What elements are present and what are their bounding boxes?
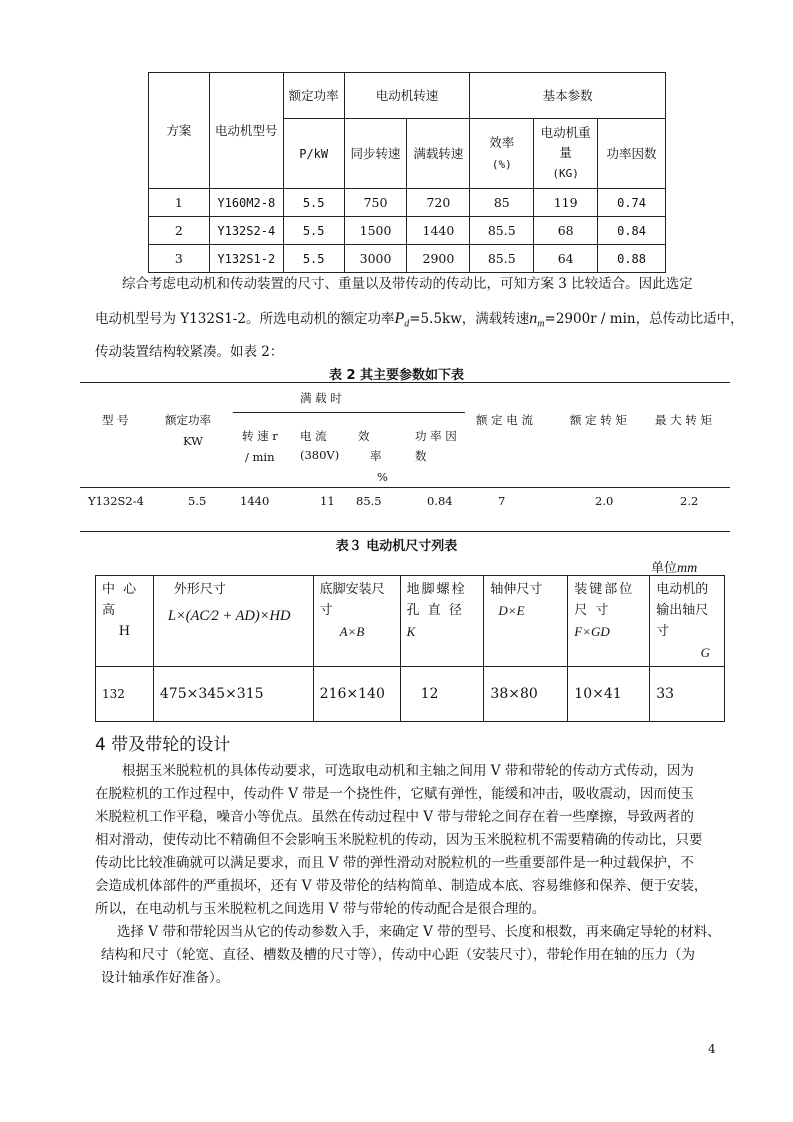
paragraph-line: 设计轴承作好准备）。 bbox=[101, 970, 230, 986]
foot-label: 底脚安装尺寸 bbox=[319, 582, 385, 618]
header-sync-speed: 同步转速 bbox=[344, 119, 407, 189]
paragraph-line-formula bbox=[95, 307, 744, 336]
shaft-label: 轴伸尺寸 bbox=[490, 582, 543, 597]
header-current-unit: (380V) bbox=[300, 448, 340, 462]
cell-outline: 475×345×315 bbox=[153, 667, 313, 722]
header-speed: 转 速 r bbox=[242, 429, 278, 443]
foot-symbol: A×B bbox=[339, 624, 365, 639]
cell-speed: 1440 bbox=[240, 494, 270, 508]
cell-max-torque: 2.2 bbox=[680, 494, 699, 508]
table-cell: 119 bbox=[534, 189, 598, 217]
header-key bbox=[568, 576, 650, 667]
cell-model: Y132S2-4 bbox=[88, 494, 144, 508]
table-cell: 0.74 bbox=[598, 189, 666, 217]
header-efficiency-b: 率 bbox=[370, 449, 382, 463]
cell-center-height: 132 bbox=[96, 667, 154, 722]
header-basic-params: 基本参数 bbox=[470, 73, 666, 119]
header-rated-current: 额 定 电 流 bbox=[476, 413, 533, 427]
header-efficiency: 效 bbox=[358, 429, 370, 443]
table-cell: 85.5 bbox=[470, 245, 534, 273]
output-shaft-label: 电动机的输出轴尺寸 bbox=[656, 582, 709, 639]
paragraph-line: 根据玉米脱粒机的具体传动要求，可选取电动机和主轴之间用 V 带和带轮的传动方式传动，因为 bbox=[122, 763, 694, 779]
header-power-factor-b: 数 bbox=[415, 449, 427, 463]
cell-foot: 216×140 bbox=[313, 667, 400, 722]
table-cell: 1 bbox=[149, 189, 210, 217]
bolt-symbol: K bbox=[406, 624, 416, 639]
header-efficiency bbox=[470, 119, 534, 189]
section-title: 4 带及带轮的设计 bbox=[95, 735, 231, 755]
cell-rated-torque: 2.0 bbox=[595, 494, 614, 508]
table-cell: 1440 bbox=[407, 217, 470, 245]
bolt-label: 地脚螺栓孔 直 径 bbox=[406, 582, 467, 618]
outline-label: 外形尺寸 bbox=[173, 582, 226, 597]
header-power-factor: 功率因数 bbox=[598, 119, 666, 189]
table-rule bbox=[80, 382, 730, 383]
table-cell: 3000 bbox=[344, 245, 407, 273]
cell-shaft: 38×80 bbox=[484, 667, 568, 722]
header-rated-torque: 额 定 转 矩 bbox=[570, 413, 627, 427]
cell-rated-power: 5.5 bbox=[188, 494, 207, 508]
paragraph-line: 综合考虑电动机和传动装置的尺寸、重量以及带传动的传动比，可知方案 3 比较适合。因此选定 bbox=[122, 276, 693, 292]
unit-label-text: 单位 bbox=[651, 561, 678, 576]
paragraph-line: 在脱粒机的工作过程中，传动件 V 带是一个挠性件，它赋有弹性，能缓和冲击，吸收震动，因而使玉 bbox=[95, 786, 694, 802]
paragraph-line: 选择 V 带和带轮因当从它的传动参数入手，来确定 V 带的型号、长度和根数，再来确定导轮的材料、 bbox=[117, 924, 721, 940]
table3-caption: 表３ 电动机尺寸列表 bbox=[335, 539, 458, 554]
cell-key: 10×41 bbox=[568, 667, 650, 722]
header-efficiency-unit: % bbox=[377, 470, 388, 484]
cell-power-factor: 0.84 bbox=[427, 494, 453, 508]
header-outline bbox=[153, 576, 313, 667]
header-motor-model: 电动机型号 bbox=[209, 73, 283, 189]
table-row bbox=[149, 245, 666, 273]
center-height-symbol: H bbox=[118, 624, 131, 639]
table-cell: 720 bbox=[407, 189, 470, 217]
header-power-factor: 功 率 因 bbox=[415, 429, 457, 443]
text-segment: =5.5kw，满载转速 bbox=[409, 311, 530, 327]
efficiency-label: 效率 bbox=[489, 134, 515, 150]
table-cell: Y132S1-2 bbox=[209, 245, 283, 273]
text-segment: 电动机型号为 Y132S1-2。所选电动机的额定功率 bbox=[95, 311, 395, 327]
header-full-load: 满 载 时 bbox=[300, 391, 342, 405]
header-bolt bbox=[400, 576, 484, 667]
paragraph-line: 会造成机体部件的严重损坏，还有 V 带及带伦的结构简单、制造成本底、容易维修和保养、便于安装， bbox=[95, 878, 708, 894]
motor-params-table bbox=[80, 382, 730, 532]
symbol-pd: P bbox=[394, 310, 405, 327]
table-cell: Y132S2-4 bbox=[209, 217, 283, 245]
header-speed-unit: / min bbox=[245, 450, 275, 464]
header-scheme: 方案 bbox=[149, 73, 210, 189]
page-number: 4 bbox=[708, 1042, 716, 1056]
header-power-unit: P/kW bbox=[283, 119, 344, 189]
paragraph-line: 传动装置结构较紧凑。如表 2： bbox=[95, 344, 284, 360]
unit-label bbox=[651, 557, 697, 577]
cell-bolt: 12 bbox=[400, 667, 484, 722]
table-cell: 85 bbox=[470, 189, 534, 217]
table-cell: 5.5 bbox=[283, 189, 344, 217]
table-cell: 85.5 bbox=[470, 217, 534, 245]
cell-efficiency: 85.5 bbox=[356, 494, 382, 508]
table-rule bbox=[80, 531, 730, 532]
table-cell: 64 bbox=[534, 245, 598, 273]
table-cell: Y160M2-8 bbox=[209, 189, 283, 217]
table-cell: 5.5 bbox=[283, 217, 344, 245]
shaft-symbol: D×E bbox=[498, 603, 525, 618]
symbol-nm: n bbox=[529, 310, 538, 327]
table-cell: 2900 bbox=[407, 245, 470, 273]
motor-dimension-table bbox=[95, 575, 725, 722]
header-rated-power: 额定功率 bbox=[283, 73, 344, 119]
table-row bbox=[149, 189, 666, 217]
table-cell: 0.84 bbox=[598, 217, 666, 245]
key-label: 装键部位尺 寸 bbox=[574, 582, 635, 618]
weight-label: 电动机重量 bbox=[540, 124, 591, 160]
paragraph-line: 所以，在电动机与玉米脱粒机之间选用 V 带与带轮的传动配合是很合理的。 bbox=[95, 901, 546, 917]
cell-current: 11 bbox=[320, 494, 335, 508]
outline-formula: L×(AC⁄2 + AD)×HD bbox=[167, 608, 291, 624]
header-max-torque: 最 大 转 矩 bbox=[655, 413, 712, 427]
table-cell: 0.88 bbox=[598, 245, 666, 273]
header-current: 电 流 bbox=[300, 429, 327, 443]
weight-unit: (KG) bbox=[552, 166, 579, 180]
header-weight bbox=[534, 119, 598, 189]
cell-output-shaft: 33 bbox=[650, 667, 725, 722]
output-shaft-symbol: G bbox=[700, 645, 710, 660]
header-foot bbox=[313, 576, 400, 667]
key-symbol: F×GD bbox=[574, 624, 610, 639]
table-cell: 5.5 bbox=[283, 245, 344, 273]
paragraph-line: 传动比比较准确就可以满足要求，而且 V 带的弹性滑动对脱粒机的一些重要部件是一种过载保护，不 bbox=[95, 855, 694, 871]
center-height-label: 中 心高 bbox=[102, 582, 139, 618]
header-output-shaft bbox=[650, 576, 725, 667]
table-cell: 1500 bbox=[344, 217, 407, 245]
table2-caption: 表 2 其主要参数如下表 bbox=[328, 368, 465, 383]
header-full-load-speed: 满载转速 bbox=[407, 119, 470, 189]
header-rated-power-unit: KW bbox=[183, 434, 204, 448]
symbol-nm-sub: m bbox=[537, 318, 545, 330]
unit-value: mm bbox=[677, 561, 698, 576]
efficiency-unit: (%) bbox=[491, 157, 512, 171]
group-rule bbox=[233, 412, 465, 413]
table-cell: 3 bbox=[149, 245, 210, 273]
paragraph-line: 米脱粒机工作平稳，噪音小等优点。虽然在传动过程中 V 带与带轮之间存在着一些摩擦，导致两者的 bbox=[95, 809, 694, 825]
header-model: 型 号 bbox=[102, 413, 129, 427]
table-cell: 750 bbox=[344, 189, 407, 217]
table-rule bbox=[80, 487, 730, 488]
header-center-height bbox=[96, 576, 154, 667]
paragraph-line: 结构和尺寸（轮宽、直径、槽数及槽的尺寸等），传动中心距（安装尺寸），带轮作用在轴的压力（为 bbox=[101, 947, 695, 963]
header-shaft bbox=[484, 576, 568, 667]
header-speed: 电动机转速 bbox=[344, 73, 470, 119]
table-cell: 68 bbox=[534, 217, 598, 245]
text-segment: =2900r / min，总传动比适中， bbox=[544, 311, 744, 327]
symbol-pd-sub: d bbox=[404, 318, 410, 330]
cell-rated-current: 7 bbox=[498, 494, 506, 508]
table-row bbox=[149, 217, 666, 245]
motor-selection-table bbox=[148, 72, 666, 273]
table-cell: 2 bbox=[149, 217, 210, 245]
header-rated-power: 额定功率 bbox=[165, 413, 211, 427]
paragraph-line: 相对滑动，使传动比不精确但不会影响玉米脱粒机的传动，因为玉米脱粒机不需要精确的传动比，只要 bbox=[95, 832, 703, 848]
